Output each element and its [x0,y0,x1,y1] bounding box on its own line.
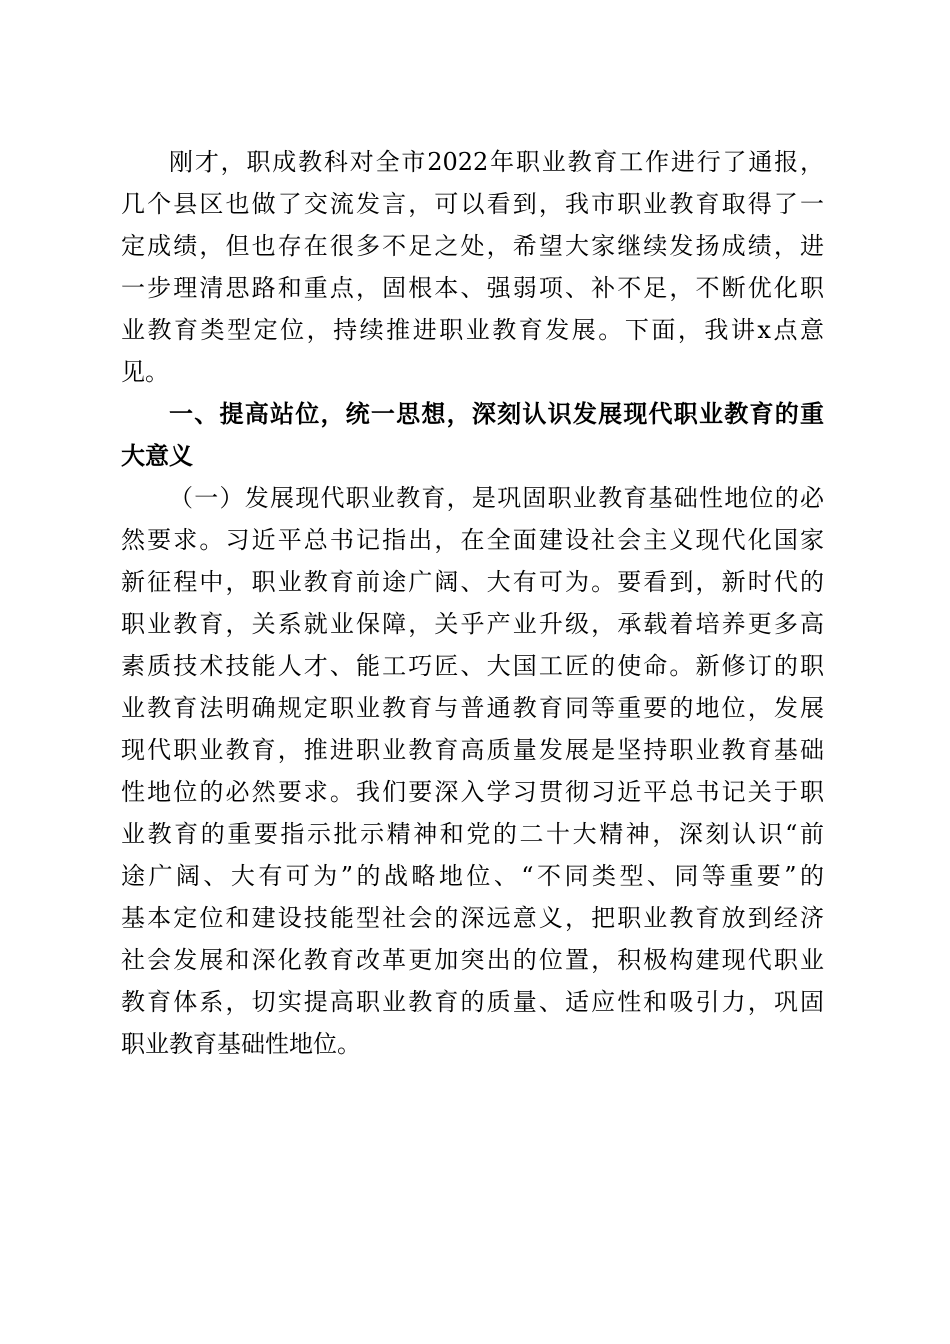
para1-line-3: 新征程中，职业教育前途广阔、大有可为。要看到，新时代的 [121,568,824,596]
intro-line-3: 定成绩，但也存在很多不足之处，希望大家继续发扬成绩，进 [121,232,824,260]
para1-line-1: （一）发展现代职业教育，是巩固职业教育基础性地位的必 [169,484,824,512]
section-heading-1 [121,393,824,477]
para1-line-6: 业教育法明确规定职业教育与普通教育同等重要的地位，发展 [121,694,824,722]
para1-line-10: 途广阔、大有可为”的战略地位、“不同类型、同等重要”的 [121,862,824,890]
intro-line-1: 刚才，职成教科对全市2022年职业教育工作进行了通报， [169,148,824,176]
para1-line-9: 业教育的重要指示批示精神和党的二十大精神，深刻认识“前 [121,820,824,848]
para1-line-7: 现代职业教育，推进职业教育高质量发展是坚持职业教育基础 [121,736,824,764]
section-1-paragraph [121,477,824,1065]
document-body [121,141,824,1065]
para1-line-2: 然要求。习近平总书记指出，在全面建设社会主义现代化国家 [121,526,824,554]
intro-line-5: 业教育类型定位，持续推进职业教育发展。下面，我讲x点意 [121,316,824,344]
para1-line-11: 基本定位和建设技能型社会的深远意义，把职业教育放到经济 [121,904,824,932]
intro-line-2: 几个县区也做了交流发言，可以看到，我市职业教育取得了一 [121,190,824,218]
para1-line-14: 职业教育基础性地位。 [121,1030,361,1058]
para1-line-8: 性地位的必然要求。我们要深入学习贯彻习近平总书记关于职 [121,778,824,806]
intro-paragraph [121,141,824,393]
intro-line-6: 见。 [121,358,169,386]
para1-line-12: 社会发展和深化教育改革更加突出的位置，积极构建现代职业 [121,946,824,974]
para1-line-13: 教育体系，切实提高职业教育的质量、适应性和吸引力，巩固 [121,988,824,1016]
intro-line-4: 一步理清思路和重点，固根本、强弱项、补不足，不断优化职 [121,274,824,302]
para1-line-4: 职业教育，关系就业保障，关乎产业升级，承载着培养更多高 [121,610,824,638]
heading-line-2: 大意义 [121,442,193,470]
heading-line-1: 一、提高站位，统一思想，深刻认识发展现代职业教育的重 [169,400,824,428]
para1-line-5: 素质技术技能人才、能工巧匠、大国工匠的使命。新修订的职 [121,652,824,680]
